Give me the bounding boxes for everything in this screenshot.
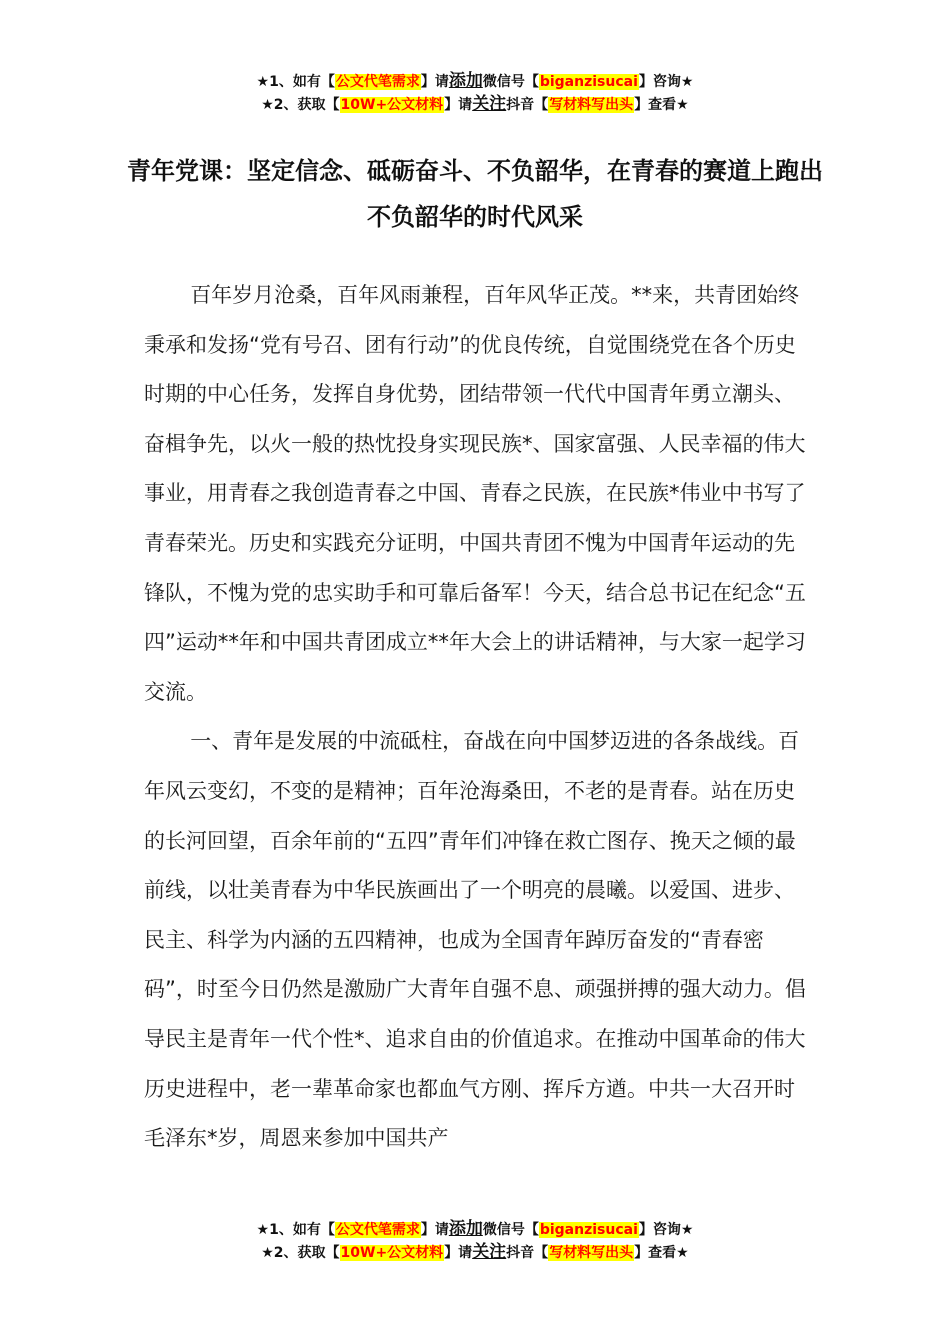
highlight-wechat-id: biganzisucai [539, 74, 638, 90]
header-banner [0, 70, 950, 116]
underlined-follow: 关注 [472, 94, 507, 114]
highlight-materials: 10W+公文材料 [340, 1245, 444, 1261]
underlined-add: 添加 [448, 1219, 483, 1239]
banner-text: 抖音【 [506, 1245, 549, 1261]
highlight-wechat-id: biganzisucai [539, 1222, 638, 1238]
document-title: 青年党课：坚定信念、砥砺奋斗、不负韶华，在青春的赛道上跑出不负韶华的时代风采 [127, 157, 823, 231]
highlight-materials: 10W+公文材料 [340, 97, 444, 113]
banner-line-1 [0, 70, 950, 93]
banner-text: 抖音【 [506, 97, 549, 113]
highlight-douyin: 写材料写出头 [549, 97, 634, 113]
document-body [144, 271, 809, 1164]
banner-text: 微信号【 [482, 74, 539, 90]
banner-text: 】咨询★ [638, 1222, 694, 1238]
underlined-follow: 关注 [472, 1242, 507, 1262]
banner-text: 】咨询★ [638, 74, 694, 90]
paragraph-section-one: 一、青年是发展的中流砥柱，奋战在向中国梦迈进的各条战线。百年风云变幻，不变的是精神；百年沧海桑田，不老的是青春。站在历史的长河回望，百余年前的“五四”青年们冲锋在救亡图存、挽天之倾的最前线，以壮美青春为中华民族画出了一个明亮的晨曦。以爱国、进步、民主、科学为内涵的五四精神，也成为全国青年踔厉奋发的“青春密码”，时至今日仍然是激励广大青年自强不息、顽强拼搏的强大动力。倡导民主是青年一代个性*、追求自由的价值追求。在推动中国革命的伟大历史进程中，老一辈革命家也都血气方刚、挥斥方遒。中共一大召开时毛泽东*岁，周恩来参加中国共产 [144, 729, 806, 1151]
banner-line-1 [0, 1218, 950, 1241]
banner-text: 】请 [420, 74, 449, 90]
banner-text: 】请 [420, 1222, 449, 1238]
banner-line-2 [0, 93, 950, 116]
footer-banner [0, 1218, 950, 1264]
banner-line-2 [0, 1241, 950, 1264]
banner-text: ★1、如有【 [256, 1222, 335, 1238]
paragraph-intro: 百年岁月沧桑，百年风雨兼程，百年风华正茂。**来，共青团始终秉承和发扬“党有号召、团有行动”的优良传统，自觉围绕党在各个历史时期的中心任务，发挥自身优势，团结带领一代代中国青年勇立潮头、奋楫争先，以火一般的热忱投身实现民族*、国家富强、人民幸福的伟大事业，用青春之我创造青春之中国、青春之民族，在民族*伟业中书写了青春荣光。历史和实践充分证明，中国共青团不愧为中国青年运动的先锋队，不愧为党的忠实助手和可靠后备军！今天，结合总书记在纪念“五四”运动**年和中国共青团成立**年大会上的讲话精神，与大家一起学习交流。 [144, 283, 806, 704]
banner-text: ★1、如有【 [256, 74, 335, 90]
banner-text: 微信号【 [482, 1222, 539, 1238]
highlight-douyin: 写材料写出头 [549, 1245, 634, 1261]
underlined-add: 添加 [448, 71, 483, 91]
banner-text: ★2、获取【 [261, 97, 340, 113]
banner-text: 】查看★ [634, 97, 689, 113]
banner-text: 】请 [444, 97, 473, 113]
banner-text: ★2、获取【 [261, 1245, 340, 1261]
banner-text: 】查看★ [634, 1245, 689, 1261]
highlight-service: 公文代笔需求 [335, 74, 420, 90]
banner-text: 】请 [444, 1245, 473, 1261]
highlight-service: 公文代笔需求 [335, 1222, 420, 1238]
